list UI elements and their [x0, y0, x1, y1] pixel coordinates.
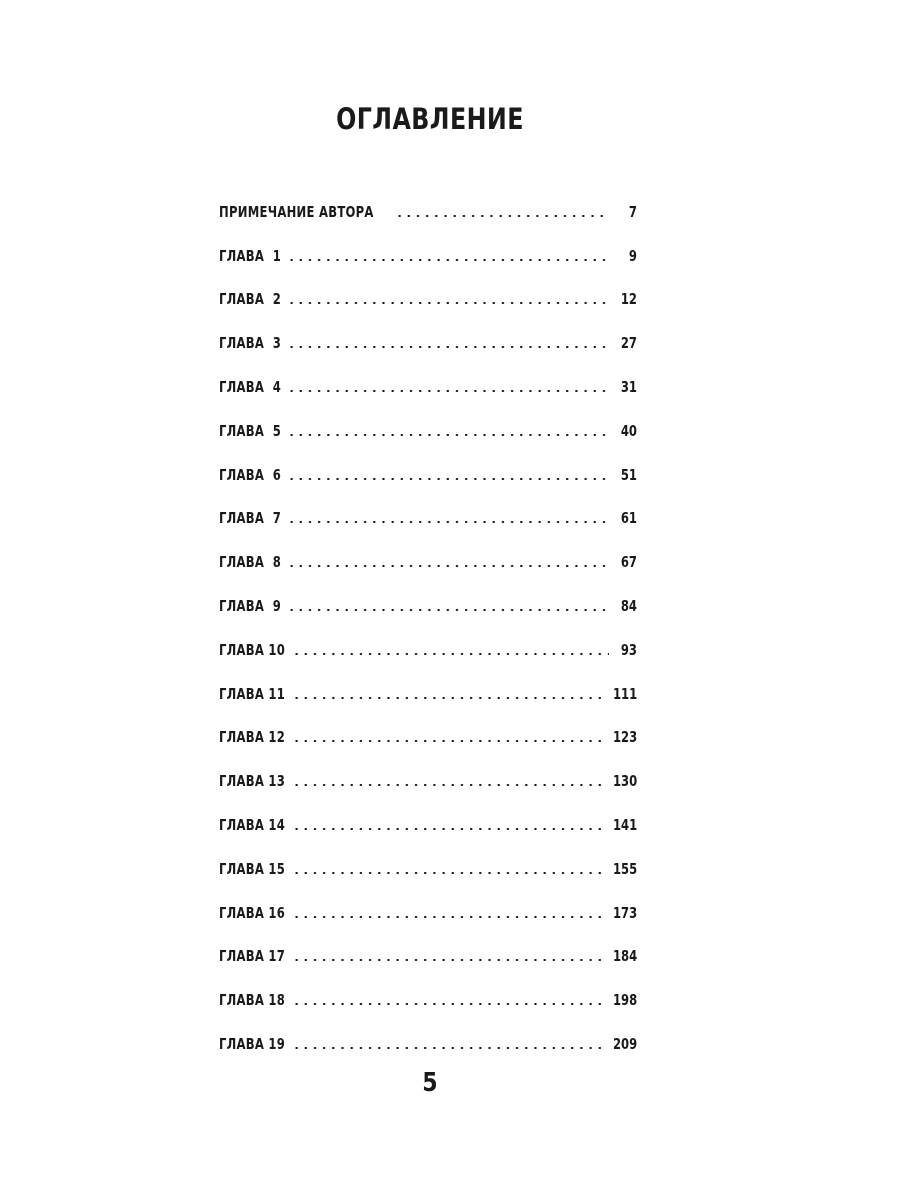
- toc-entry-label: ГЛАВА 13: [219, 772, 286, 791]
- toc-entry-page: 155: [612, 859, 637, 878]
- toc-entry-page: 123: [612, 728, 637, 747]
- dot-leader: [292, 784, 603, 786]
- toc-entry-page: 130: [612, 772, 637, 791]
- toc-entry-page: 93: [620, 640, 637, 659]
- toc-entry-label: ГЛАВА 3: [219, 334, 282, 353]
- table-of-contents: [219, 190, 637, 1066]
- toc-entry-label: ГЛАВА 8: [219, 553, 282, 572]
- toc-entry-label: ГЛАВА 1: [219, 246, 282, 265]
- dot-leader: [287, 521, 609, 523]
- dot-leader: [287, 565, 609, 567]
- toc-entry-label: ГЛАВА 19: [219, 1035, 286, 1054]
- dot-leader: [292, 959, 603, 961]
- dot-leader: [395, 215, 609, 217]
- toc-entry-label: ГЛАВА 18: [219, 991, 286, 1010]
- toc-entry: [219, 321, 637, 365]
- toc-entry: [219, 628, 637, 672]
- toc-entry-page: 31: [620, 378, 637, 397]
- toc-entry-page: 209: [612, 1035, 637, 1054]
- toc-entry: [219, 497, 637, 541]
- toc-entry: [219, 365, 637, 409]
- toc-entry-page: 198: [612, 991, 637, 1010]
- toc-entry-label: ГЛАВА 9: [219, 597, 282, 616]
- toc-entry-label: ГЛАВА 6: [219, 465, 282, 484]
- page-title: ОГЛАВЛЕНИЕ: [336, 102, 524, 136]
- toc-entry: [219, 935, 637, 979]
- toc-entry-page: 9: [628, 246, 637, 265]
- toc-entry-label: ГЛАВА 5: [219, 421, 282, 440]
- toc-entry-page: 67: [620, 553, 637, 572]
- toc-entry-page: 141: [612, 816, 637, 835]
- toc-entry: [219, 584, 637, 628]
- dot-leader: [292, 653, 609, 655]
- dot-leader: [292, 828, 603, 830]
- page-number: 5: [422, 1068, 438, 1098]
- toc-entry-page: 111: [612, 684, 637, 703]
- dot-leader: [287, 302, 609, 304]
- toc-entry-page: 84: [620, 597, 637, 616]
- dot-leader: [287, 259, 609, 261]
- toc-entry-label: ГЛАВА 12: [219, 728, 286, 747]
- toc-entry: [219, 847, 637, 891]
- toc-entry: [219, 891, 637, 935]
- toc-entry-label: ГЛАВА 17: [219, 947, 286, 966]
- dot-leader: [287, 609, 609, 611]
- toc-entry-page: 27: [620, 334, 637, 353]
- dot-leader: [292, 872, 603, 874]
- toc-entry-label: ГЛАВА 15: [219, 859, 286, 878]
- toc-entry: [219, 278, 637, 322]
- toc-entry-label: ГЛАВА 2: [219, 290, 282, 309]
- toc-entry-label: ГЛАВА 4: [219, 378, 282, 397]
- toc-entry: [219, 234, 637, 278]
- toc-entry-label: ПРИМЕЧАНИЕ АВТОРА: [219, 202, 374, 221]
- toc-entry: [219, 803, 637, 847]
- toc-entry: [219, 1022, 637, 1066]
- toc-entry-page: 184: [612, 947, 637, 966]
- dot-leader: [287, 434, 609, 436]
- toc-entry-page: 12: [620, 290, 637, 309]
- toc-entry-page: 51: [620, 465, 637, 484]
- toc-entry: [219, 453, 637, 497]
- toc-entry: [219, 672, 637, 716]
- dot-leader: [292, 916, 603, 918]
- dot-leader: [292, 1003, 603, 1005]
- dot-leader: [292, 740, 603, 742]
- toc-entry-label: ГЛАВА 10: [219, 640, 286, 659]
- toc-entry-label: ГЛАВА 14: [219, 816, 286, 835]
- toc-entry-page: 40: [620, 421, 637, 440]
- toc-entry-label: ГЛАВА 7: [219, 509, 282, 528]
- toc-entry: [219, 540, 637, 584]
- dot-leader: [287, 390, 609, 392]
- toc-entry-page: 61: [620, 509, 637, 528]
- dot-leader: [292, 697, 603, 699]
- dot-leader: [292, 1047, 603, 1049]
- toc-entry: [219, 409, 637, 453]
- dot-leader: [287, 478, 609, 480]
- toc-entry-label: ГЛАВА 16: [219, 903, 286, 922]
- toc-entry-page: 7: [628, 202, 637, 221]
- toc-entry: [219, 190, 637, 234]
- toc-entry: [219, 716, 637, 760]
- dot-leader: [287, 346, 609, 348]
- toc-entry-label: ГЛАВА 11: [219, 684, 286, 703]
- toc-entry: [219, 978, 637, 1022]
- toc-entry-page: 173: [612, 903, 637, 922]
- toc-entry: [219, 759, 637, 803]
